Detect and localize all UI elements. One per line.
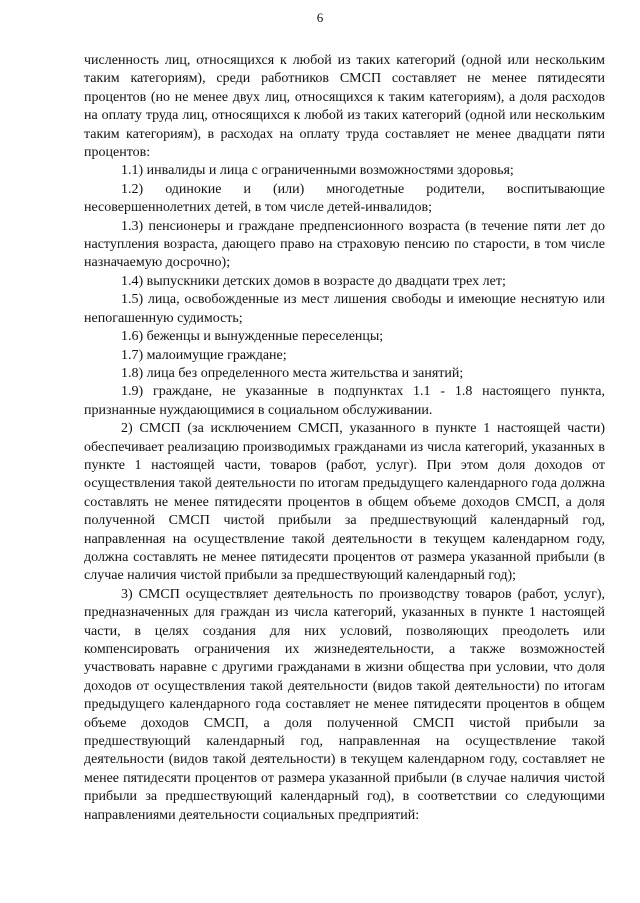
list-item-1-5: 1.5) лица, освобожденные из мест лишения свободы и имеющие неснятую или непогашенную судимость; [84,292,605,326]
list-item-1-4: 1.4) выпускники детских домов в возрасте до двадцати трех лет; [121,273,506,289]
list-item-1-3: 1.3) пенсионеры и граждане предпенсионного возраста (в течение пяти лет до наступления возраста, дающего право на страховую пенсию по старости, в том числе назначаемую досрочно); [84,218,605,271]
list-item-1-7: 1.7) малоимущие граждане; [121,347,287,363]
list-item-1-2: 1.2) одинокие и (или) многодетные родители, воспитывающие несовершеннолетних детей, в том числе детей-инвалидов; [84,181,605,216]
paragraph-point-2: 2) СМСП (за исключением СМСП, указанного в пункте 1 настоящей части) обеспечивает реализацию производимых гражданами из числа категорий, указанных в пункте 1 настоящей части, товаров (работ, услуг). При этом доля доходов от осуществления такой деятельности по итогам предыдущего календарного года должна составлять не менее пятидесяти процентов в общем объеме доходов СМСП, а доля полученной СМСП чистой прибыли за предшествующий календарный год, направленная на осуществление такой деятельности в текущем календарном году, должна составлять не менее пятидесяти процентов от размера указанной прибыли (в случае наличия чистой прибыли за предшествующий календарный год); [84,421,605,584]
document-body [84,52,605,825]
page-number: 6 [316,10,324,25]
list-item-1-8: 1.8) лица без определенного места жительства и занятий; [121,365,464,381]
list-item-1-6: 1.6) беженцы и вынужденные переселенцы; [121,329,384,345]
paragraph-intro: численность лиц, относящихся к любой из таких категорий (одной или нескольким таким категориям), среди работников СМСП составляет не менее пятидесяти процентов (но не менее двух лиц, относящихся к таким категориям), а доля расходов на оплату труда лиц, относящихся к любой из таких категорий (одной или нескольким таким категориям), в расходах на оплату труда составляет не менее двадцати пяти процентов: [84,53,605,161]
list-item-1-1: 1.1) инвалиды и лица с ограниченными возможностями здоровья; [121,163,514,179]
paragraph-point-3: 3) СМСП осуществляет деятельность по производству товаров (работ, услуг), предназначенных для граждан из числа категорий, указанных в пункте 1 настоящей части, в целях создания для них условий, позволяющих преодолеть или компенсировать ограничения их жизнедеятельности, а также возможностей участвовать наравне с другими гражданами в жизни общества при условии, что доля доходов от осуществления такой деятельности (видов такой деятельности) по итогам предыдущего календарного года составляет не менее пятидесяти процентов в общем объеме доходов СМСП, а доля полученной СМСП чистой прибыли за предшествующий календарный год, направленная на осуществление такой деятельности (видов такой деятельности) в текущем календарном году, составляет не менее пятидесяти процентов от размера указанной прибыли (в случае наличия чистой прибыли за предшествующий календарный год), в соответствии со следующими направлениями деятельности социальных предприятий: [84,586,605,823]
list-item-1-9: 1.9) граждане, не указанные в подпунктах 1.1 - 1.8 настоящего пункта, признанные нуждающимися в социальном обслуживании. [84,384,605,418]
